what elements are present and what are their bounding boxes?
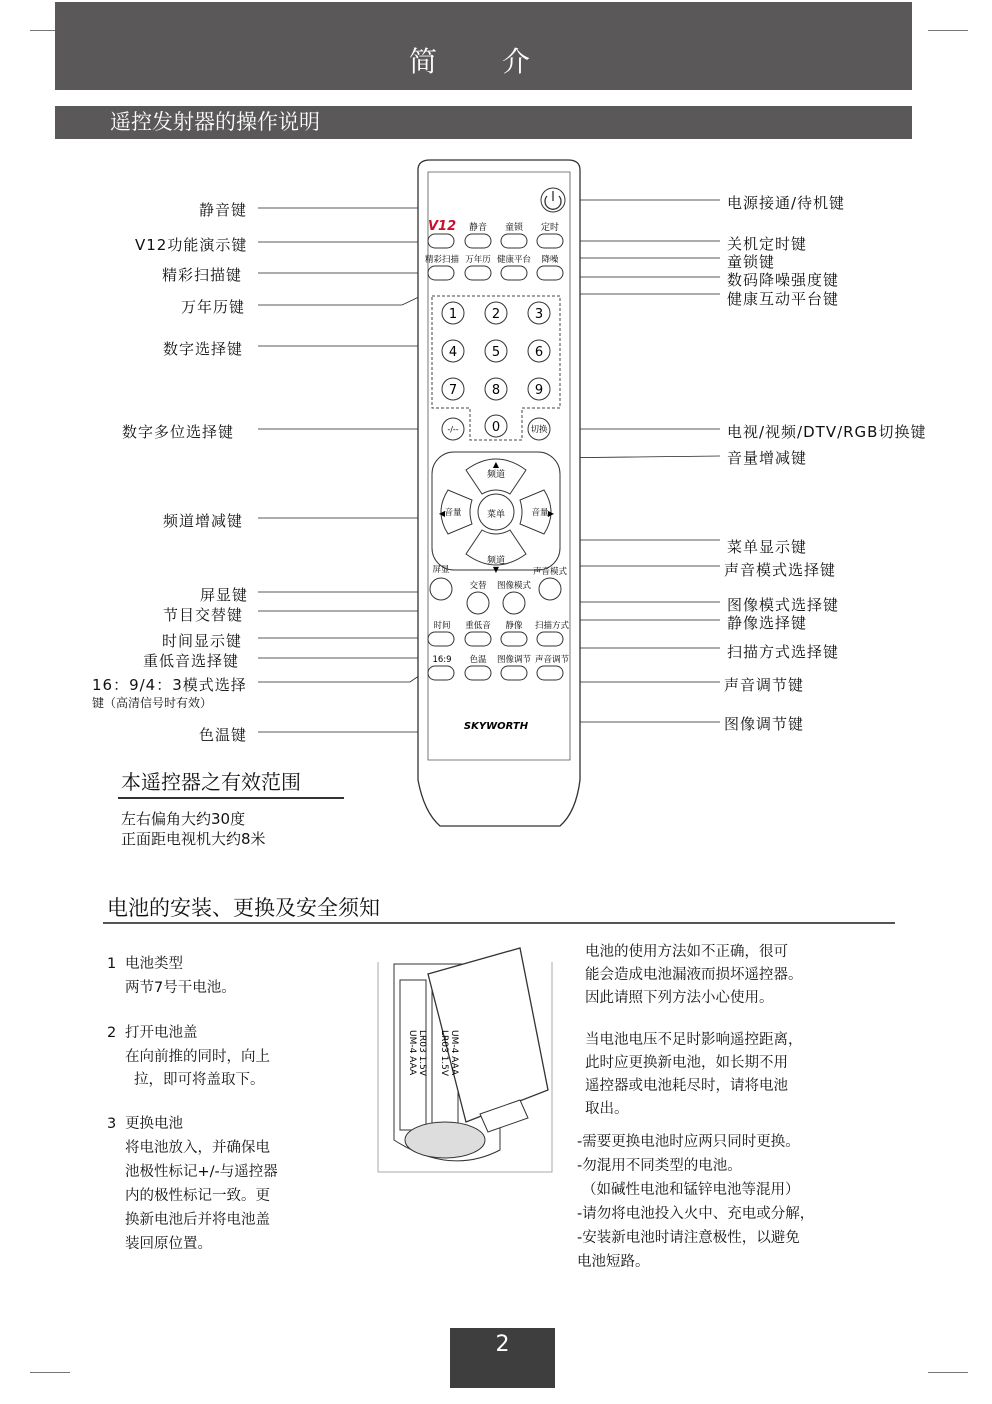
- label-channel-key: 频道增减键: [163, 512, 244, 530]
- battery-label-2: LR03 1.5V: [417, 1030, 427, 1077]
- brand-logo: SKYWORTH: [463, 721, 529, 732]
- warning-line: -需要更换电池时应两只同时更换。: [577, 1134, 800, 1150]
- digit-0-label: 0: [491, 420, 501, 435]
- label-digit-keys: 数字选择键: [163, 340, 244, 358]
- v12-button[interactable]: [428, 234, 454, 248]
- step-3-number: 3: [107, 1116, 117, 1132]
- label-volume-key: 音量增减键: [727, 449, 808, 467]
- color-temp-label: 色温: [469, 655, 487, 665]
- menu-label: 菜单: [486, 510, 506, 520]
- swap-label: 交替: [469, 581, 487, 591]
- step-3-title: 更换电池: [125, 1116, 183, 1132]
- label-osd-key: 屏显键: [200, 586, 249, 604]
- label-aspect-key-note: 键（高清信号时有效）: [92, 696, 213, 710]
- channel-down-label: 频道: [486, 556, 506, 566]
- v12-logo: V12: [428, 219, 457, 234]
- bass-button[interactable]: [465, 632, 491, 646]
- note-1-line: 电池的使用方法如不正确，很可: [585, 944, 788, 960]
- label-bass-key: 重低音选择键: [143, 652, 240, 670]
- crop-mark: [928, 1372, 968, 1373]
- channel-up-label: 频道: [486, 470, 506, 480]
- label-source-switch-key: 电视/视频/DTV/RGB切换键: [727, 423, 927, 441]
- health-button[interactable]: [501, 266, 527, 280]
- range-heading: 本遥控器之有效范围: [121, 770, 301, 794]
- warning-line: -安装新电池时请注意极性，以避免: [577, 1230, 800, 1246]
- mute-button[interactable]: [465, 234, 491, 248]
- warning-line: -勿混用不同类型的电池。: [577, 1158, 742, 1174]
- aspect-label: 16:9: [432, 655, 452, 665]
- scan-mode-label: 扫描方式: [534, 621, 570, 631]
- battery-label-1: UM-4 AAA: [407, 1030, 417, 1076]
- note-1-line: 能会造成电池漏液而损坏遥控器。: [585, 967, 803, 983]
- note-2-line: 当电池电压不足时影响遥控距离，: [585, 1032, 803, 1048]
- label-mute-key: 静音键: [199, 201, 248, 219]
- section-title: 遥控发射器的操作说明: [55, 106, 912, 139]
- digit-9-label: 9: [534, 383, 544, 398]
- note-2-line: 取出。: [585, 1101, 629, 1117]
- time-button[interactable]: [428, 632, 454, 646]
- label-picture-adjust-key: 图像调节键: [724, 715, 805, 733]
- swap-button[interactable]: [467, 592, 489, 614]
- warning-line: （如碱性电池和锰锌电池等混用）: [582, 1182, 800, 1198]
- label-sound-adjust-key: 声音调节键: [724, 676, 805, 694]
- note-2-line: 遥控器或电池耗尽时，请将电池: [585, 1078, 788, 1094]
- osd-button[interactable]: [430, 578, 452, 600]
- label-v12-demo-key: V12功能演示键: [135, 236, 248, 254]
- down-arrow-icon: ▼: [492, 565, 500, 574]
- step-2-line: 拉，即可将盖取下。: [134, 1072, 265, 1088]
- battery-heading-rule: [103, 922, 895, 924]
- digit-2-label: 2: [491, 307, 501, 322]
- battery-illustration: [370, 940, 560, 1180]
- label-scan-key: 精彩扫描键: [162, 266, 243, 284]
- health-button-label: 健康平台: [496, 255, 532, 265]
- step-3-line: 池极性标记+/-与遥控器: [125, 1164, 278, 1180]
- time-label: 时间: [433, 621, 451, 631]
- sound-mode-label: 声音模式: [532, 567, 568, 577]
- label-still-key: 静像选择键: [727, 614, 808, 632]
- child-lock-button[interactable]: [501, 234, 527, 248]
- multi-digit-label: -/--: [447, 425, 459, 434]
- mute-button-label: 静音: [468, 223, 488, 233]
- osd-label: 屏显: [432, 565, 450, 575]
- aspect-button[interactable]: [428, 666, 454, 680]
- label-sound-mode-key: 声音模式选择键: [724, 561, 837, 579]
- label-timer-key: 关机定时键: [727, 235, 808, 253]
- digit-5-label: 5: [491, 345, 501, 360]
- digit-4-label: 4: [448, 345, 458, 360]
- label-scan-mode-key: 扫描方式选择键: [727, 643, 840, 661]
- still-label: 静像: [505, 621, 523, 631]
- label-time-key: 时间显示键: [162, 632, 243, 650]
- scan-button[interactable]: [428, 266, 454, 280]
- digit-3-label: 3: [534, 307, 544, 322]
- label-power-key: 电源接通/待机键: [727, 194, 846, 212]
- sound-mode-button[interactable]: [539, 578, 561, 600]
- step-2-line: 在向前推的同时，向上: [125, 1049, 270, 1065]
- page-number: 2: [450, 1328, 555, 1388]
- step-2-number: 2: [107, 1025, 117, 1041]
- step-2-title: 打开电池盖: [125, 1025, 198, 1041]
- step-3-line: 将电池放入，并确保电: [125, 1140, 270, 1156]
- range-line-1: 左右偏角大约30度: [121, 810, 246, 828]
- noise-button-label: 降噪: [541, 255, 559, 265]
- label-swap-key: 节目交替键: [163, 606, 244, 624]
- picture-adjust-label: 图像调节: [496, 655, 532, 665]
- still-button[interactable]: [501, 632, 527, 646]
- scan-mode-button[interactable]: [537, 632, 563, 646]
- range-line-2: 正面距电视机大约8米: [121, 830, 266, 848]
- label-health-key: 健康互动平台键: [727, 290, 840, 308]
- volume-right-label: 音量: [531, 508, 549, 518]
- step-1-line: 两节7号干电池。: [125, 980, 236, 996]
- step-3-line: 装回原位置。: [125, 1236, 212, 1252]
- digit-8-label: 8: [491, 383, 501, 398]
- up-arrow-icon: ▲: [492, 460, 500, 469]
- label-calendar-key: 万年历键: [181, 298, 246, 316]
- warning-line: 电池短路。: [577, 1254, 650, 1270]
- sound-adjust-label: 声音调节: [534, 655, 570, 665]
- label-picture-mode-key: 图像模式选择键: [727, 596, 840, 614]
- bass-label: 重低音: [465, 621, 491, 631]
- step-1-number: 1: [107, 956, 117, 972]
- volume-left-label: 音量: [444, 508, 462, 518]
- step-3-line: 换新电池后并将电池盖: [125, 1212, 270, 1228]
- digit-7-label: 7: [448, 383, 458, 398]
- battery-heading: 电池的安装、更换及安全须知: [107, 896, 380, 920]
- battery-label-4: UM-4 AAA: [449, 1030, 459, 1076]
- label-child-lock-key: 童锁键: [727, 253, 776, 271]
- battery-label-3: LR03 1.5V: [439, 1030, 449, 1077]
- note-2-line: 此时应更换新电池，如长期不用: [585, 1055, 788, 1071]
- page-title: 简 介: [55, 2, 912, 90]
- left-arrow-icon: ◀: [438, 509, 446, 518]
- calendar-button[interactable]: [465, 266, 491, 280]
- sound-adjust-button[interactable]: [537, 666, 563, 680]
- picture-mode-button[interactable]: [503, 592, 525, 614]
- digit-1-label: 1: [448, 307, 458, 322]
- label-menu-key: 菜单显示键: [727, 538, 808, 556]
- range-underline: [118, 797, 344, 799]
- timer-button-label: 定时: [540, 223, 560, 233]
- digit-6-label: 6: [534, 345, 544, 360]
- label-color-temp-key: 色温键: [199, 726, 248, 744]
- scan-button-label: 精彩扫描: [424, 255, 460, 265]
- crop-mark: [30, 1372, 70, 1373]
- note-1-line: 因此请照下列方法小心使用。: [585, 990, 774, 1006]
- picture-adjust-button[interactable]: [501, 666, 527, 680]
- label-noise-reduction-key: 数码降噪强度键: [727, 271, 840, 289]
- right-arrow-icon: ▶: [547, 509, 555, 518]
- timer-button[interactable]: [537, 234, 563, 248]
- step-3-line: 内的极性标记一致。更: [125, 1188, 270, 1204]
- calendar-button-label: 万年历: [465, 255, 491, 265]
- switch-label: 切换: [530, 425, 548, 435]
- color-temp-button[interactable]: [465, 666, 491, 680]
- warning-line: -请勿将电池投入火中、充电或分解，: [577, 1206, 815, 1222]
- label-multi-digit-key: 数字多位选择键: [122, 423, 235, 441]
- picture-mode-label: 图像模式: [496, 581, 532, 591]
- label-aspect-key: 16：9/4：3模式选择: [92, 676, 247, 694]
- step-1-title: 电池类型: [125, 956, 183, 972]
- noise-button[interactable]: [537, 266, 563, 280]
- child-lock-button-label: 童锁: [504, 223, 524, 233]
